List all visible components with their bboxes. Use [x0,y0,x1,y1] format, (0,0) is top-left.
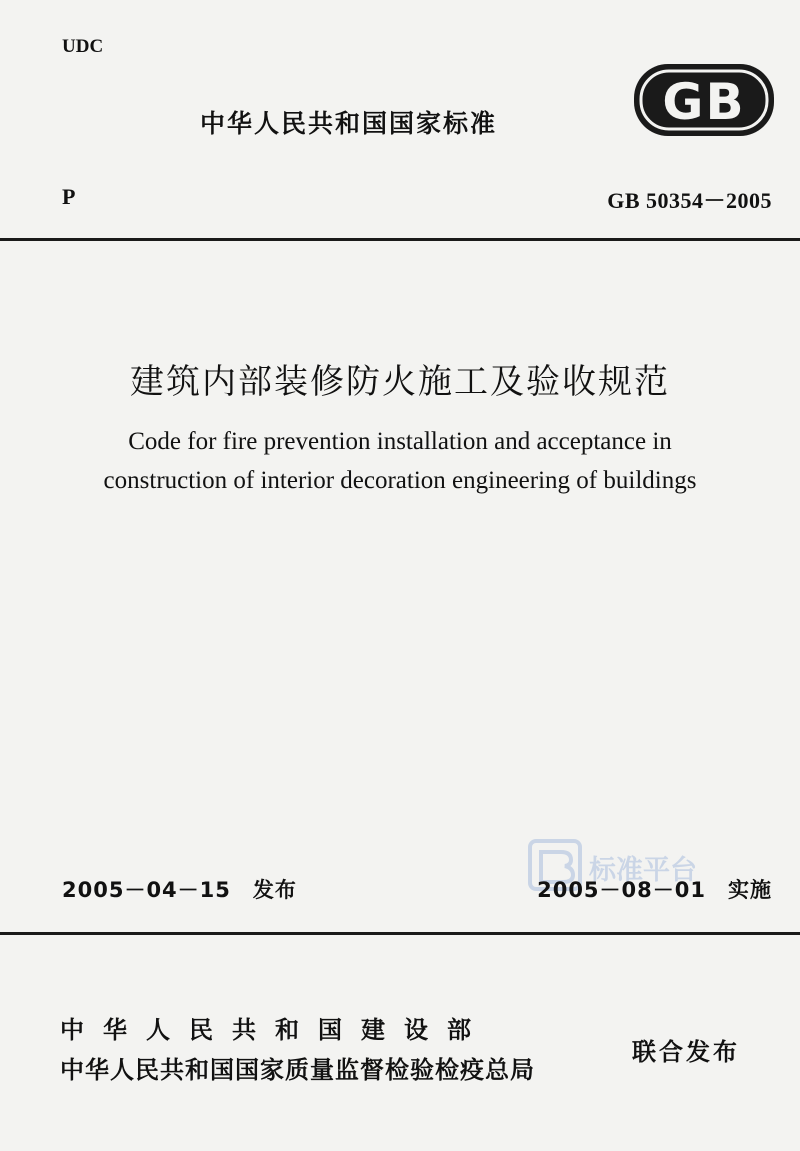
udc-label: UDC [62,36,104,57]
gb-logo-text: GB [662,73,746,131]
title-english [0,422,800,500]
watermark-text: 标准平台 [589,855,697,886]
bottom-divider [0,932,800,935]
joint-issue-label: 联合发布 [632,1038,740,1066]
title-english-line-2: construction of interior decoration engineering of buildings [103,467,697,494]
issue-date: 2005－04－15 发布 [62,878,297,902]
title-english-line-1: Code for fire prevention installation and acceptance in [128,428,672,455]
title-chinese: 建筑内部装修防火施工及验收规范 [130,362,670,402]
standard-number: GB 50354－2005 [607,188,772,213]
category-code: P [62,184,76,209]
issuer-aqsiq: 中华人民共和国国家质量监督检验检疫总局 [60,1056,535,1084]
implementation-date: 2005－08－01 实施 [537,878,772,902]
gb-logo-icon [632,62,776,138]
standard-type-heading: 中华人民共和国国家标准 [200,109,498,138]
top-divider [0,238,800,241]
issuer-ministry: 中华人民共和国建设部 [60,1016,490,1044]
